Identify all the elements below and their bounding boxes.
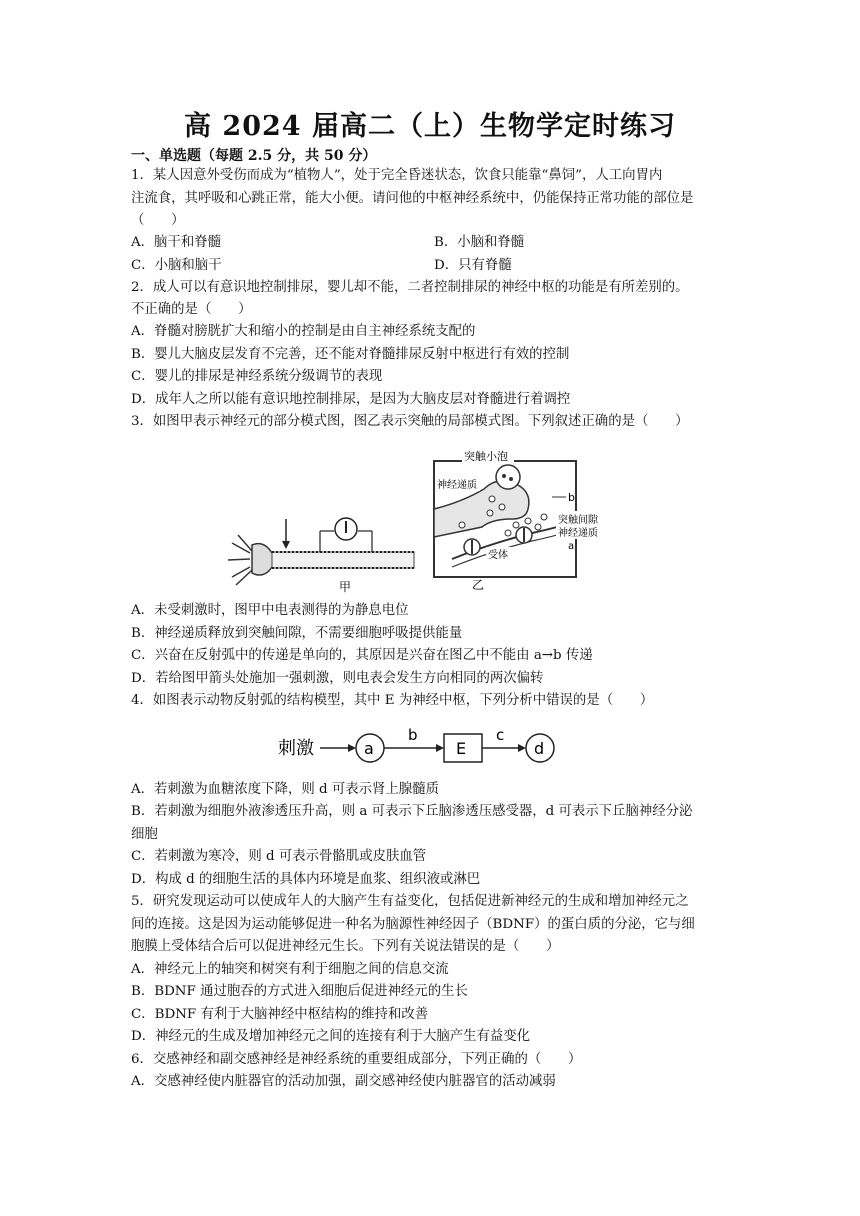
- figure-node-a: a: [364, 739, 374, 758]
- figure-neuron-jia: [222, 515, 422, 595]
- figure-node-b: b: [408, 726, 418, 744]
- question-2-option-c: C．婴儿的排尿是神经系统分级调节的表现: [131, 369, 383, 384]
- figure-node-e: E: [456, 739, 467, 758]
- question-1-option-c: C．小脑和脑干: [131, 258, 222, 273]
- question-4-line-1: 4．如图表示动物反射弧的结构模型，其中 E 为神经中枢，下列分析中错误的是（ ）: [131, 693, 654, 708]
- figure-reflex-arc: [274, 724, 564, 770]
- question-5-option-a: A．神经元上的轴突和树突有利于细胞之间的信息交流: [131, 962, 449, 977]
- question-5-line-3: 胞膜上受体结合后可以促进神经元生长。下列有关说法错误的是（ ）: [131, 939, 560, 954]
- figure-synapse-yi: [432, 447, 612, 595]
- question-6-line-1: 6．交感神经和副交感神经是神经系统的重要组成部分，下列正确的（ ）: [131, 1052, 582, 1067]
- question-5-option-d: D．神经元的生成及增加神经元之间的连接有利于大脑产生有益变化: [131, 1029, 531, 1044]
- question-6-option-a: A．交感神经使内脏器官的活动加强，副交感神经使内脏器官的活动减弱: [131, 1074, 556, 1089]
- question-2-option-d: D．成年人之所以能有意识地控制排尿，是因为大脑皮层对脊髓进行着调控: [131, 392, 571, 407]
- figure-node-c: c: [496, 726, 505, 744]
- figure-node-d: d: [534, 739, 545, 758]
- question-4-option-d: D．构成 d 的细胞生活的具体内环境是血浆、组织液或淋巴: [131, 872, 481, 887]
- figure-label-transmitter: 神经递质: [437, 480, 477, 491]
- figure-label-vesicle: 突触小泡: [464, 450, 508, 463]
- question-4-option-c: C．若刺激为寒冷，则 d 可表示骨骼肌或皮肤血管: [131, 849, 427, 864]
- question-4-option-a: A．若刺激为血糖浓度下降，则 d 可表示肾上腺髓质: [131, 782, 439, 797]
- figure-label-a: a: [568, 541, 575, 552]
- question-1-line-3: （ ）: [131, 213, 185, 228]
- figure-label-cleft: 突触间隙: [558, 515, 598, 526]
- question-3-option-a: A．未受刺激时，图甲中电表测得的为静息电位: [131, 603, 409, 618]
- question-5-line-1: 5．研究发现运动可以使成年人的大脑产生有益变化，包括促进新神经元的生成和增加神经元之: [131, 894, 689, 909]
- figure-label-stimulus: 刺激: [278, 738, 314, 759]
- question-1-option-b: B．小脑和脊髓: [434, 235, 525, 250]
- question-3-option-c: C．兴奋在反射弧中的传递是单向的，其原因是兴奋在图乙中不能由 a→b 传递: [131, 648, 593, 663]
- question-3-line-1: 3．如图甲表示神经元的部分模式图，图乙表示突触的局部模式图。下列叙述正确的是（ ）: [131, 414, 689, 429]
- question-5-line-2: 间的连接。这是因为运动能够促进一种名为脑源性神经因子（BDNF）的蛋白质的分泌，它与细: [131, 917, 695, 932]
- question-5-option-b: B．BDNF 通过胞吞的方式进入细胞后促进神经元的生长: [131, 984, 468, 999]
- figure-label-jia: 甲: [339, 580, 352, 594]
- section-heading: 一、单选题（每题 2.5 分，共 50 分）: [131, 148, 377, 164]
- question-1-line-1: 1．某人因意外受伤而成为“植物人”，处于完全昏迷状态，饮食只能靠“鼻饲”，人工向胃内: [131, 168, 663, 183]
- figure-label-transmitter-2: 神经递质: [558, 528, 598, 539]
- question-5-option-c: C．BDNF 有利于大脑神经中枢结构的维持和改善: [131, 1007, 429, 1022]
- question-3-option-b: B．神经递质释放到突触间隙，不需要细胞呼吸提供能量: [131, 626, 463, 641]
- question-2-line-1: 2．成人可以有意识地控制排尿，婴儿却不能，二者控制排尿的神经中枢的功能是有所差别的。: [131, 280, 689, 295]
- question-2-option-b: B．婴儿大脑皮层发育不完善，还不能对脊髓排尿反射中枢进行有效的控制: [131, 347, 570, 362]
- question-1-option-d: D．只有脊髓: [434, 258, 512, 273]
- question-3-option-d: D．若给图甲箭头处施加一强刺激，则电表会发生方向相同的两次偏转: [131, 671, 544, 686]
- question-1-line-2: 注流食，其呼吸和心跳正常，能大小便。请问他的中枢神经系统中，仍能保持正常功能的部位是: [131, 191, 694, 206]
- figure-label-yi: 乙: [472, 578, 485, 592]
- figure-label-b: b: [568, 491, 575, 504]
- figure-label-receptor: 受体: [488, 550, 508, 561]
- question-1-option-a: A．脑干和脊髓: [131, 235, 222, 250]
- question-4-option-b-line-1: B．若刺激为细胞外液渗透压升高，则 a 可表示下丘脑渗透压感受器，d 可表示下丘脑神经分泌: [131, 804, 693, 819]
- question-4-option-b-line-2: 细胞: [131, 827, 158, 842]
- page-title: 高 2024 届高二（上）生物学定时练习: [184, 111, 676, 142]
- question-2-option-a: A．脊髓对膀胱扩大和缩小的控制是由自主神经系统支配的: [131, 324, 476, 339]
- question-2-line-2: 不正确的是（ ）: [131, 302, 252, 317]
